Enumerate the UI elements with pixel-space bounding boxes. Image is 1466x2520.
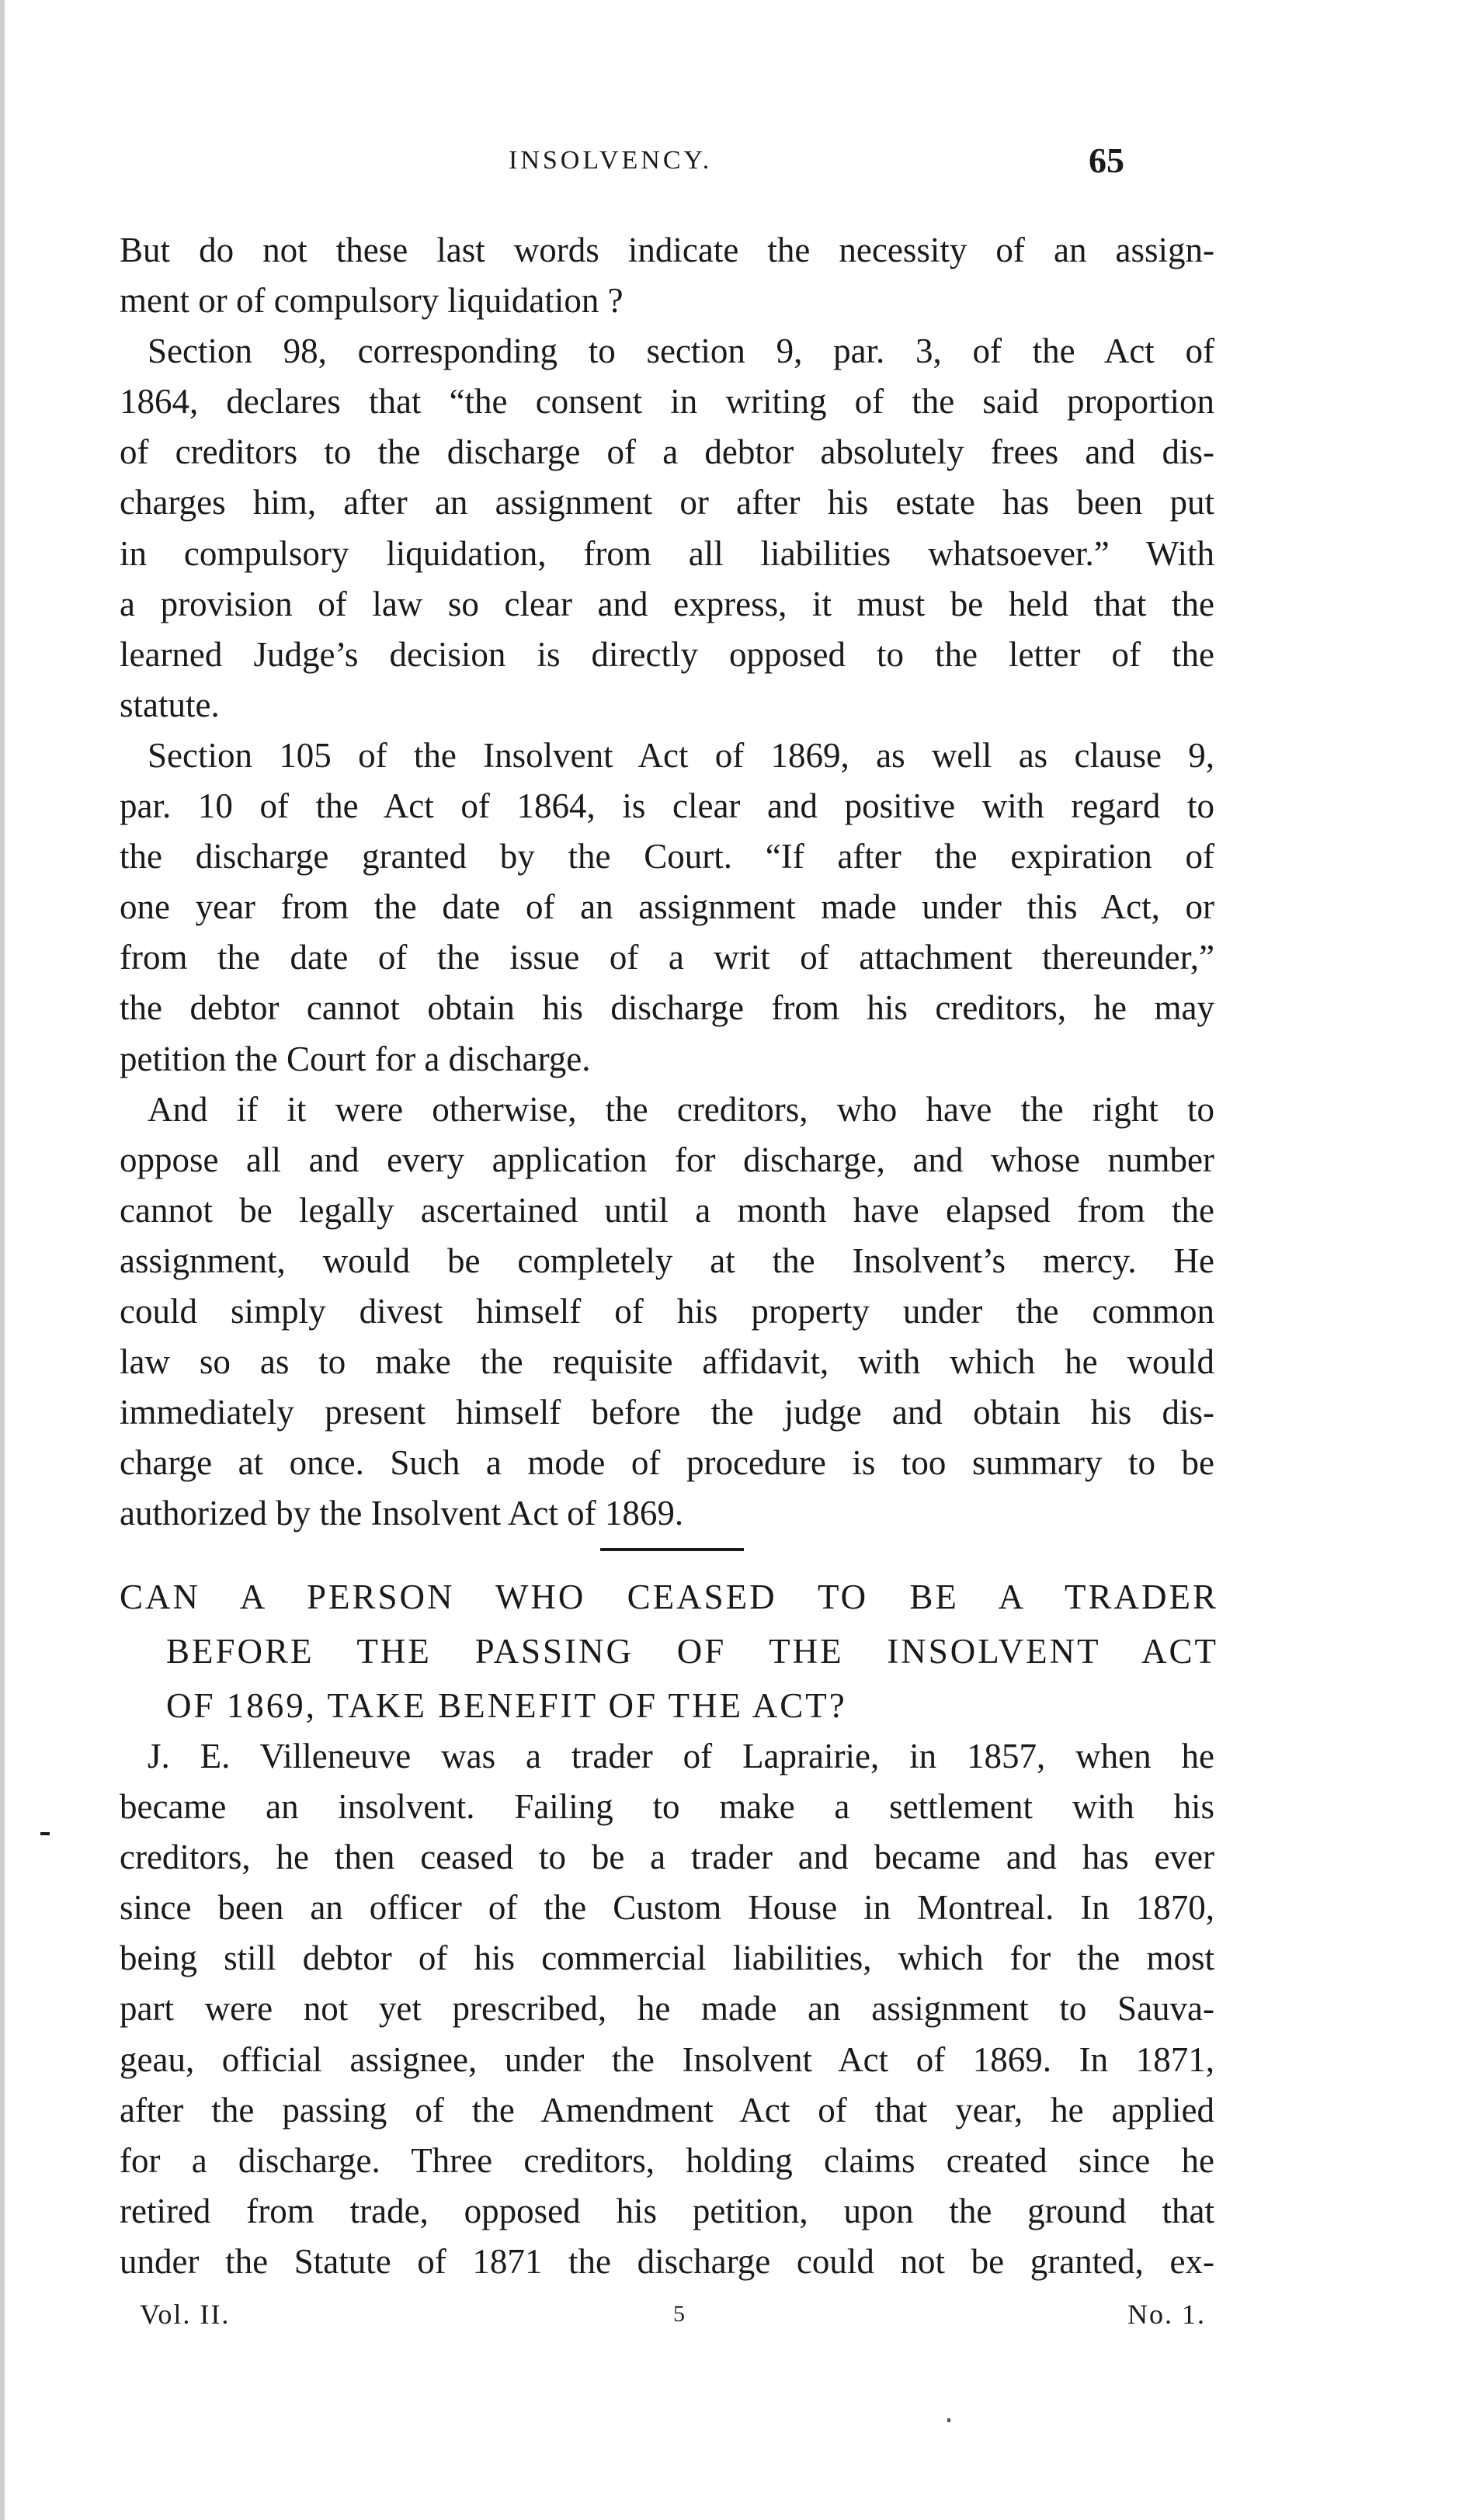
text-line: Section 98, corresponding to section 9, par. 3, of the Act of bbox=[148, 331, 1214, 371]
text-line: Section 105 of the Insolvent Act of 1869, as well as clause 9, bbox=[148, 735, 1214, 775]
text-line: geau, official assignee, under the Insolvent Act of 1869. In 1871, bbox=[120, 2039, 1214, 2079]
text-line: law so as to make the requisite affidavit, with which he would bbox=[120, 1342, 1214, 1382]
text-line: oppose all and every application for discharge, and whose number bbox=[120, 1140, 1214, 1179]
text-line: J. E. Villeneuve was a trader of Laprairie, in 1857, when he bbox=[148, 1737, 1214, 1775]
section-heading bbox=[120, 1570, 1218, 1733]
text-line: And if it were otherwise, the creditors, who have the right to bbox=[148, 1089, 1214, 1129]
text-line: authorized by the Insolvent Act of 1869. bbox=[120, 1494, 684, 1533]
section-divider-rule bbox=[600, 1548, 744, 1551]
issue-number: No. 1. bbox=[1127, 2299, 1206, 2330]
text-line: could simply divest himself of his property under the common bbox=[120, 1291, 1214, 1331]
signature-mark: 5 bbox=[673, 2301, 685, 2327]
text-line: retired from trade, opposed his petition, upon the ground that bbox=[120, 2191, 1214, 2230]
text-line: cannot be legally ascertained until a month have elapsed from the bbox=[120, 1190, 1214, 1230]
text-line: being still debtor of his commercial liabilities, which for the most bbox=[120, 1939, 1214, 1978]
text-line: after the passing of the Amendment Act of that year, he applied bbox=[120, 2090, 1214, 2130]
text-line: learned Judge’s decision is directly opposed to the letter of the bbox=[120, 634, 1214, 674]
body-text bbox=[120, 225, 1214, 1539]
volume-label: Vol. II. bbox=[140, 2299, 231, 2330]
text-line: petition the Court for a discharge. bbox=[120, 1039, 591, 1078]
text-line: immediately present himself before the judge and obtain his dis- bbox=[120, 1393, 1214, 1432]
heading-line: OF 1869, TAKE BENEFIT OF THE ACT? bbox=[166, 1686, 847, 1725]
text-line: from the date of the issue of a writ of attachment thereunder,” bbox=[120, 938, 1214, 977]
text-line: became an insolvent. Failing to make a settlement with his bbox=[120, 1787, 1214, 1827]
text-line: creditors, he then ceased to be a trader and became and has ever bbox=[120, 1838, 1214, 1877]
text-line: part were not yet prescribed, he made an assignment to Sauva- bbox=[120, 1989, 1214, 2029]
text-line: 1864, declares that “the consent in writing of the said proportion bbox=[120, 382, 1214, 422]
section-body-text bbox=[120, 1731, 1214, 2287]
running-head bbox=[0, 141, 1466, 193]
text-line: But do not these last words indicate the necessity of an assign- bbox=[120, 231, 1214, 269]
page-number: 65 bbox=[1089, 141, 1124, 180]
text-line: a provision of law so clear and express, it must be held that the bbox=[120, 584, 1214, 623]
text-line: statute. bbox=[120, 685, 220, 724]
text-line: for a discharge. Three creditors, holding claims created since he bbox=[120, 2140, 1214, 2180]
ink-speck bbox=[947, 2418, 950, 2422]
heading-line: CAN A PERSON WHO CEASED TO BE A TRADER bbox=[120, 1578, 1218, 1616]
text-line: the discharge granted by the Court. “If after the expiration of bbox=[120, 837, 1214, 876]
margin-mark bbox=[40, 1832, 50, 1835]
page-footer bbox=[0, 2298, 1466, 2337]
heading-line: BEFORE THE PASSING OF THE INSOLVENT ACT bbox=[166, 1632, 1218, 1671]
text-line: charges him, after an assignment or after his estate has been put bbox=[120, 483, 1214, 522]
text-line: assignment, would be completely at the Insolvent’s mercy. He bbox=[120, 1241, 1214, 1280]
text-line: since been an officer of the Custom House in Montreal. In 1870, bbox=[120, 1888, 1214, 1928]
text-line: under the Statute of 1871 the discharge could not be granted, ex- bbox=[120, 2241, 1214, 2281]
scan-edge-shadow bbox=[0, 0, 5, 2520]
running-title: INSOLVENCY. bbox=[509, 146, 713, 175]
text-line: ment or of compulsory liquidation ? bbox=[120, 281, 624, 321]
text-line: charge at once. Such a mode of procedure is too summary to be bbox=[120, 1443, 1214, 1483]
text-line: the debtor cannot obtain his discharge from his creditors, he may bbox=[120, 988, 1214, 1028]
text-line: of creditors to the discharge of a debtor absolutely frees and dis- bbox=[120, 432, 1214, 472]
text-line: one year from the date of an assignment made under this Act, or bbox=[120, 887, 1214, 927]
text-line: par. 10 of the Act of 1864, is clear and positive with regard to bbox=[120, 786, 1214, 826]
text-line: in compulsory liquidation, from all liabilities whatsoever.” With bbox=[120, 533, 1214, 573]
